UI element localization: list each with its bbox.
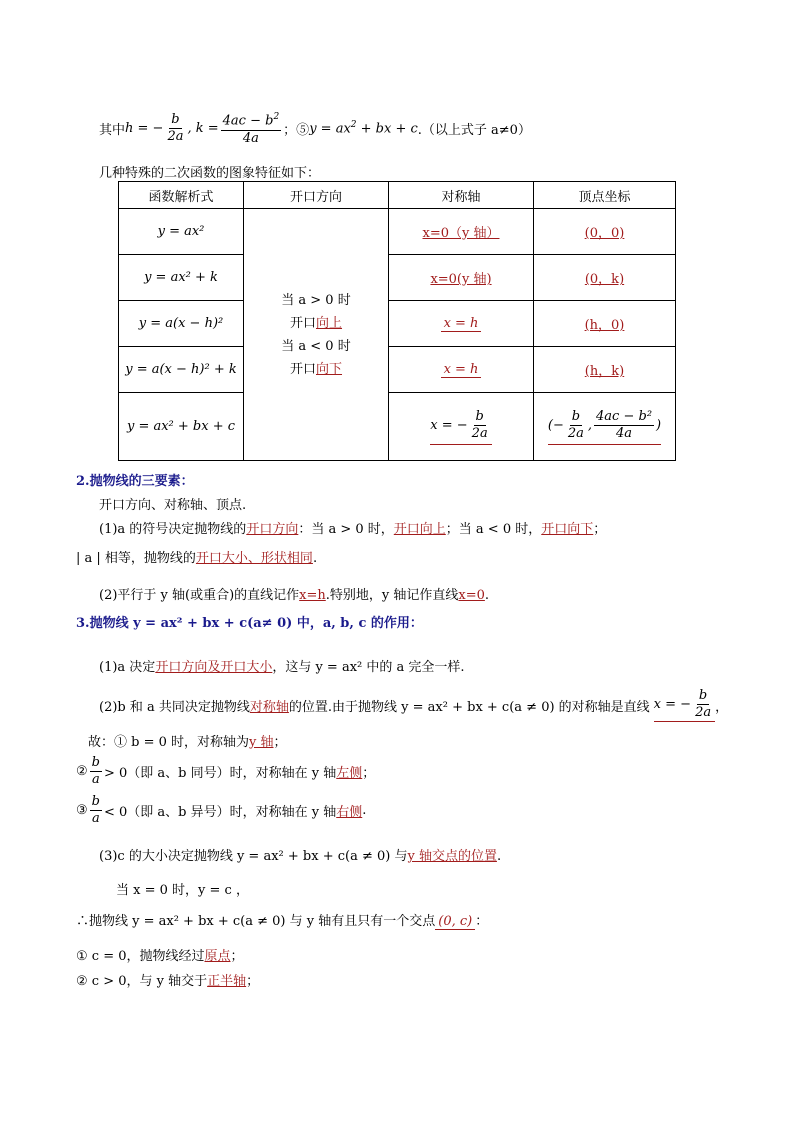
k-numerator: $4ac - b^2$	[221, 109, 282, 130]
opening-line: 开口向下	[289, 361, 343, 377]
axis-cell: x=0(y 轴)	[389, 255, 534, 301]
opening-line: 开口向上	[289, 315, 343, 331]
table-row	[119, 393, 676, 461]
intro-line	[99, 108, 531, 148]
formula-cell: y = ax² + bx + c	[119, 393, 244, 461]
s3-line1: (1)a 决定开口方向及开口大小，这与 y = ax² 中的 a 完全一样.	[99, 660, 465, 675]
table-header-row	[119, 182, 676, 209]
k-denominator: 4a	[242, 130, 259, 146]
header-cell: 函数解析式	[119, 182, 244, 209]
s3-line4: ② $\frac{b}{a}$ > 0（即 a、b 同号）时，对称轴在 y 轴 左侧 ；	[76, 754, 376, 787]
opening-cell	[244, 209, 389, 461]
s3-line7: 当 x = 0 时，y = c ，	[116, 883, 249, 898]
axis-cell	[389, 393, 534, 461]
quadratic-table	[118, 181, 676, 461]
form5: $y = ax^2$ + bx + c	[309, 119, 418, 137]
formula-cell: y = a(x − h)²	[119, 301, 244, 347]
k-expr: , k =	[187, 120, 219, 136]
formula-cell: y = ax²	[119, 209, 244, 255]
intro-prefix: 其中	[99, 122, 126, 138]
table-row	[119, 301, 676, 347]
s3-line10: ② c > 0，与 y 轴交于正半轴；	[76, 974, 260, 989]
section3-title: 3.抛物线 y = ax² + bx + c(a≠ 0) 中，a, b, c 的作用：	[76, 616, 423, 631]
vertex-cell: (0，k)	[534, 255, 676, 301]
section2-title: 2.抛物线的三要素：	[76, 474, 194, 489]
vertex-cell: (h，0)	[534, 301, 676, 347]
s3-line6: (3)c 的大小决定抛物线 y = ax² + bx + c(a ≠ 0) 与y 轴交点的位置.	[99, 849, 502, 864]
axis5: x = − $\frac{b}{2a}$	[430, 409, 491, 445]
table-intro: 几种特殊的二次函数的图象特征如下：	[99, 166, 321, 181]
k-fraction	[221, 109, 282, 146]
header-cell: 顶点坐标	[534, 182, 676, 209]
vertex5: (− $\frac{b}{2a}$ , $\frac{\text{4ac − b²}}{4a}$ )	[548, 409, 661, 445]
table-row	[119, 255, 676, 301]
intro-note: .（以上式子 a≠0）	[417, 122, 531, 138]
h-fraction	[165, 112, 185, 145]
axis-cell: x = h	[389, 301, 534, 347]
table-row	[119, 347, 676, 393]
vertex-cell: (0，0)	[534, 209, 676, 255]
axis-cell: x = h	[389, 347, 534, 393]
formula-cell: y = ax² + k	[119, 255, 244, 301]
header-cell: 开口方向	[244, 182, 389, 209]
s3-line9: ① c = 0，抛物线经过原点；	[76, 949, 244, 964]
vertex-cell: (h，k)	[534, 347, 676, 393]
s2-line4: (2)平行于 y 轴(或重合)的直线记作x=h.特别地，y 轴记作直线x=0.	[99, 588, 490, 603]
s2-line1: 开口方向、对称轴、顶点.	[99, 498, 247, 513]
s3-line5: ③ $\frac{b}{a}$ < 0（即 a、b 异号）时，对称轴在 y 轴 右侧 .	[76, 793, 367, 826]
table-row	[119, 209, 676, 255]
s2-line3: | a | 相等，抛物线的开口大小、形状相同.	[76, 551, 318, 566]
h-expr: h = −	[125, 120, 164, 136]
s3-line3: 故：① b = 0 时，对称轴为y 轴；	[88, 735, 287, 750]
form5-label: ；⑤	[283, 122, 310, 138]
s3-line8: ∴抛物线 y = ax² + bx + c(a ≠ 0) 与 y 轴有且只有一个交点 (0, c) ：	[76, 914, 489, 929]
opening-line: 当 a < 0 时	[281, 338, 351, 354]
h-denominator: 2a	[167, 128, 184, 144]
vertex-cell	[534, 393, 676, 461]
s3-line2: (2)b 和 a 共同决定抛物线 对称轴 的位置.由于抛物线 y = ax² + bx + c(a ≠ 0) 的对称轴是直线 x = − $\frac{b}{2a}$ ，	[99, 688, 729, 720]
s2-line2: (1)a 的符号决定抛物线的开口方向：当 a > 0 时，开口向上；当 a < 0 时，开口向下；	[99, 522, 607, 537]
formula-cell: y = a(x − h)² + k	[119, 347, 244, 393]
h-numerator: b	[171, 111, 180, 127]
s3-axis-expr: x = − $\frac{b}{2a}$	[654, 688, 715, 722]
header-cell: 对称轴	[389, 182, 534, 209]
axis-cell: x=0（y 轴）	[389, 209, 534, 255]
opening-line: 当 a > 0 时	[281, 292, 351, 308]
